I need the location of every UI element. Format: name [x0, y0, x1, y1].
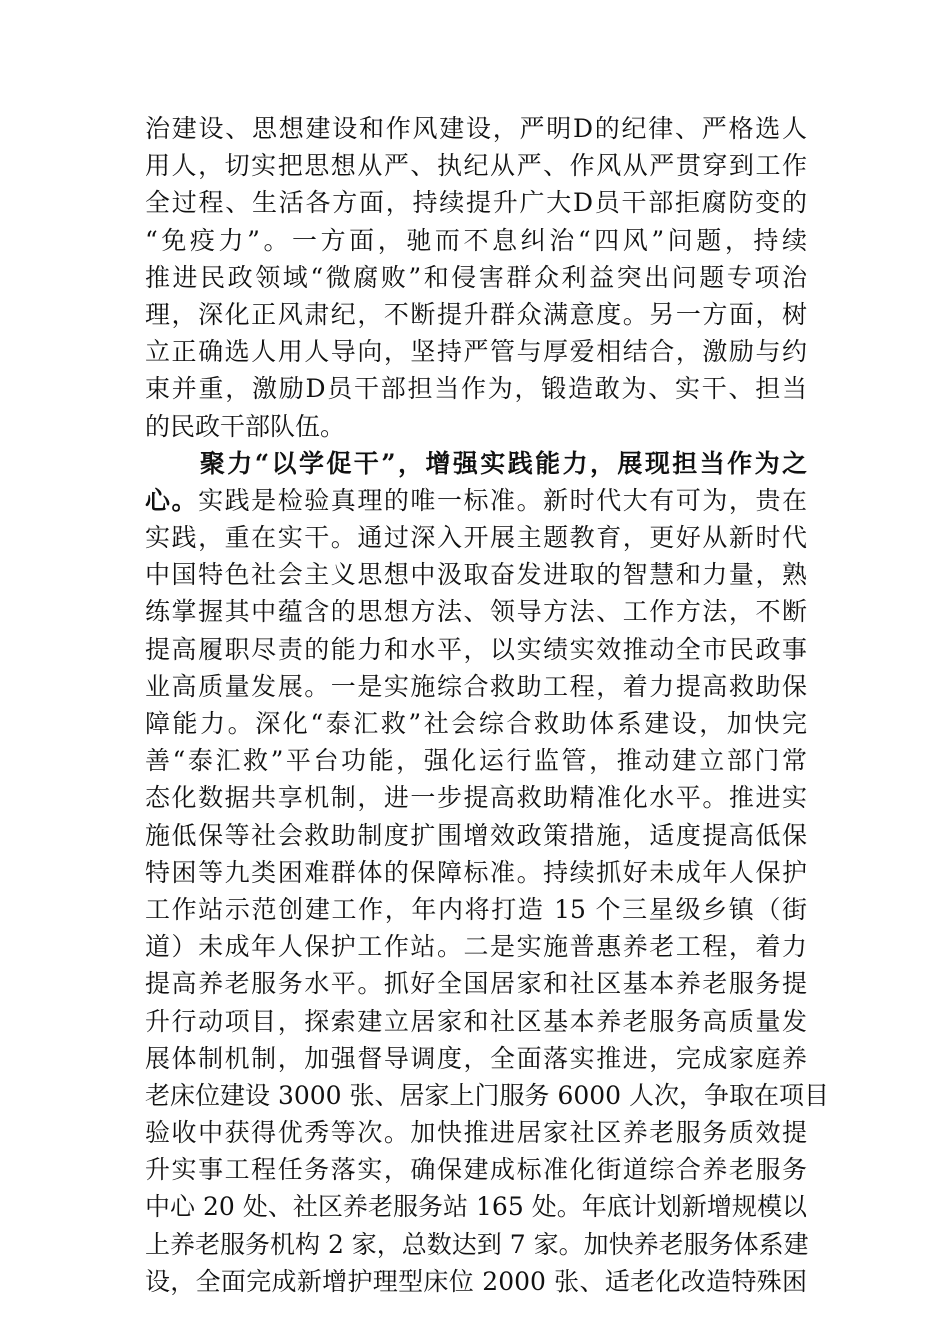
line-text: 老床位建设 3000 张、居家上门服务 6000 人次，争取在项目 — [145, 1080, 830, 1110]
line-text: 工作站示范创建工作，年内将打造 15 个三星级乡镇（街 — [145, 894, 807, 924]
line-text: 升行动项目，探索建立居家和社区基本养老服务高质量发 — [145, 1006, 807, 1036]
text-line — [145, 147, 807, 184]
text-line — [145, 259, 807, 296]
line-text: “免疫力”。一方面，驰而不息纠治“四风”问题，持续 — [145, 225, 807, 255]
line-text: 中心 20 处、社区养老服务站 165 处。年底计划新增规模以 — [145, 1192, 807, 1222]
line-text: 推进民政领域“微腐败”和侵害群众利益突出问题专项治 — [145, 262, 807, 292]
line-text: 道）未成年人保护工作站。二是实施普惠养老工程，着力 — [145, 932, 807, 962]
text-line — [145, 296, 807, 333]
line-text: 设，全面完成新增护理型床位 2000 张、适老化改造特殊困 — [145, 1266, 807, 1296]
line-text: 提高履职尽责的能力和水平，以实绩实效推动全市民政事 — [145, 634, 807, 664]
line-text: 实践，重在实干。通过深入开展主题教育，更好从新时代 — [145, 523, 807, 553]
line-text: 态化数据共享机制，进一步提高救助精准化水平。推进实 — [145, 783, 807, 813]
text-line — [145, 445, 807, 482]
text-line — [145, 519, 807, 556]
text-line — [145, 333, 807, 370]
text-line — [145, 779, 807, 816]
text-line — [145, 184, 807, 221]
text-line — [145, 593, 807, 630]
text-line — [145, 891, 807, 928]
line-text: 升实事工程任务落实，确保建成标准化街道综合养老服务 — [145, 1155, 807, 1185]
line-text: 的民政干部队伍。 — [145, 411, 346, 441]
line-text: 验收中获得优秀等次。加快推进居家社区养老服务质效提 — [145, 1118, 807, 1148]
text-line — [145, 370, 807, 407]
text-line — [145, 1003, 807, 1040]
text-line — [145, 1188, 807, 1225]
line-text: 特困等九类困难群体的保障标准。持续抓好未成年人保护 — [145, 857, 807, 887]
text-line — [145, 965, 807, 1002]
text-line — [145, 928, 807, 965]
line-text: 业高质量发展。一是实施综合救助工程，着力提高救助保 — [145, 671, 807, 701]
line-text: 立正确选人用人导向，坚持严管与厚爱相结合，激励与约 — [145, 337, 807, 367]
text-line — [145, 1226, 807, 1263]
bold-heading-text: 心。 — [145, 485, 199, 515]
text-line — [145, 482, 807, 519]
text-line — [145, 222, 807, 259]
text-line — [145, 1114, 807, 1151]
text-line — [145, 110, 807, 147]
text-line — [145, 631, 807, 668]
line-text: 束并重，激励D员干部担当作为，锻造敢为、实干、担当 — [145, 374, 807, 404]
line-text: 提高养老服务水平。抓好全国居家和社区基本养老服务提 — [145, 969, 807, 999]
line-text: 中国特色社会主义思想中汲取奋发进取的智慧和力量，熟 — [145, 560, 807, 590]
line-text: 治建设、思想建设和作风建设，严明D的纪律、严格选人 — [145, 114, 807, 143]
text-line — [145, 1040, 807, 1077]
text-line — [145, 668, 807, 705]
line-text: 施低保等社会救助制度扩围增效政策措施，适度提高低保 — [145, 820, 807, 850]
line-text: 展体制机制，加强督导调度，全面落实推进，完成家庭养 — [145, 1043, 807, 1073]
text-line — [145, 408, 807, 445]
line-text: 障能力。深化“泰汇救”社会综合救助体系建设，加快完 — [145, 709, 807, 738]
line-text: 全过程、生活各方面，持续提升广大D员干部拒腐防变的 — [145, 188, 807, 218]
line-text: 练掌握其中蕴含的思想方法、领导方法、工作方法，不断 — [145, 597, 807, 627]
text-line — [145, 854, 807, 891]
line-text: 上养老服务机构 2 家，总数达到 7 家。加快养老服务体系建 — [145, 1229, 809, 1259]
document-body — [145, 110, 830, 1300]
text-line — [145, 1077, 830, 1114]
text-line — [145, 1263, 807, 1300]
line-text: 实践是检验真理的唯一标准。新时代大有可为，贵在 — [198, 485, 807, 515]
line-text: 理，深化正风肃纪，不断提升群众满意度。另一方面，树 — [145, 299, 807, 329]
text-line — [145, 817, 807, 854]
bold-heading-text: 聚力“以学促干”，增强实践能力，展现担当作为之 — [145, 448, 807, 478]
text-line — [145, 742, 807, 779]
line-text: 用人，切实把思想从严、执纪从严、作风从严贯穿到工作 — [145, 151, 807, 181]
text-line — [145, 1151, 807, 1188]
text-line — [145, 556, 807, 593]
text-line — [145, 705, 807, 742]
line-text: 善“泰汇救”平台功能，强化运行监管，推动建立部门常 — [145, 746, 807, 776]
